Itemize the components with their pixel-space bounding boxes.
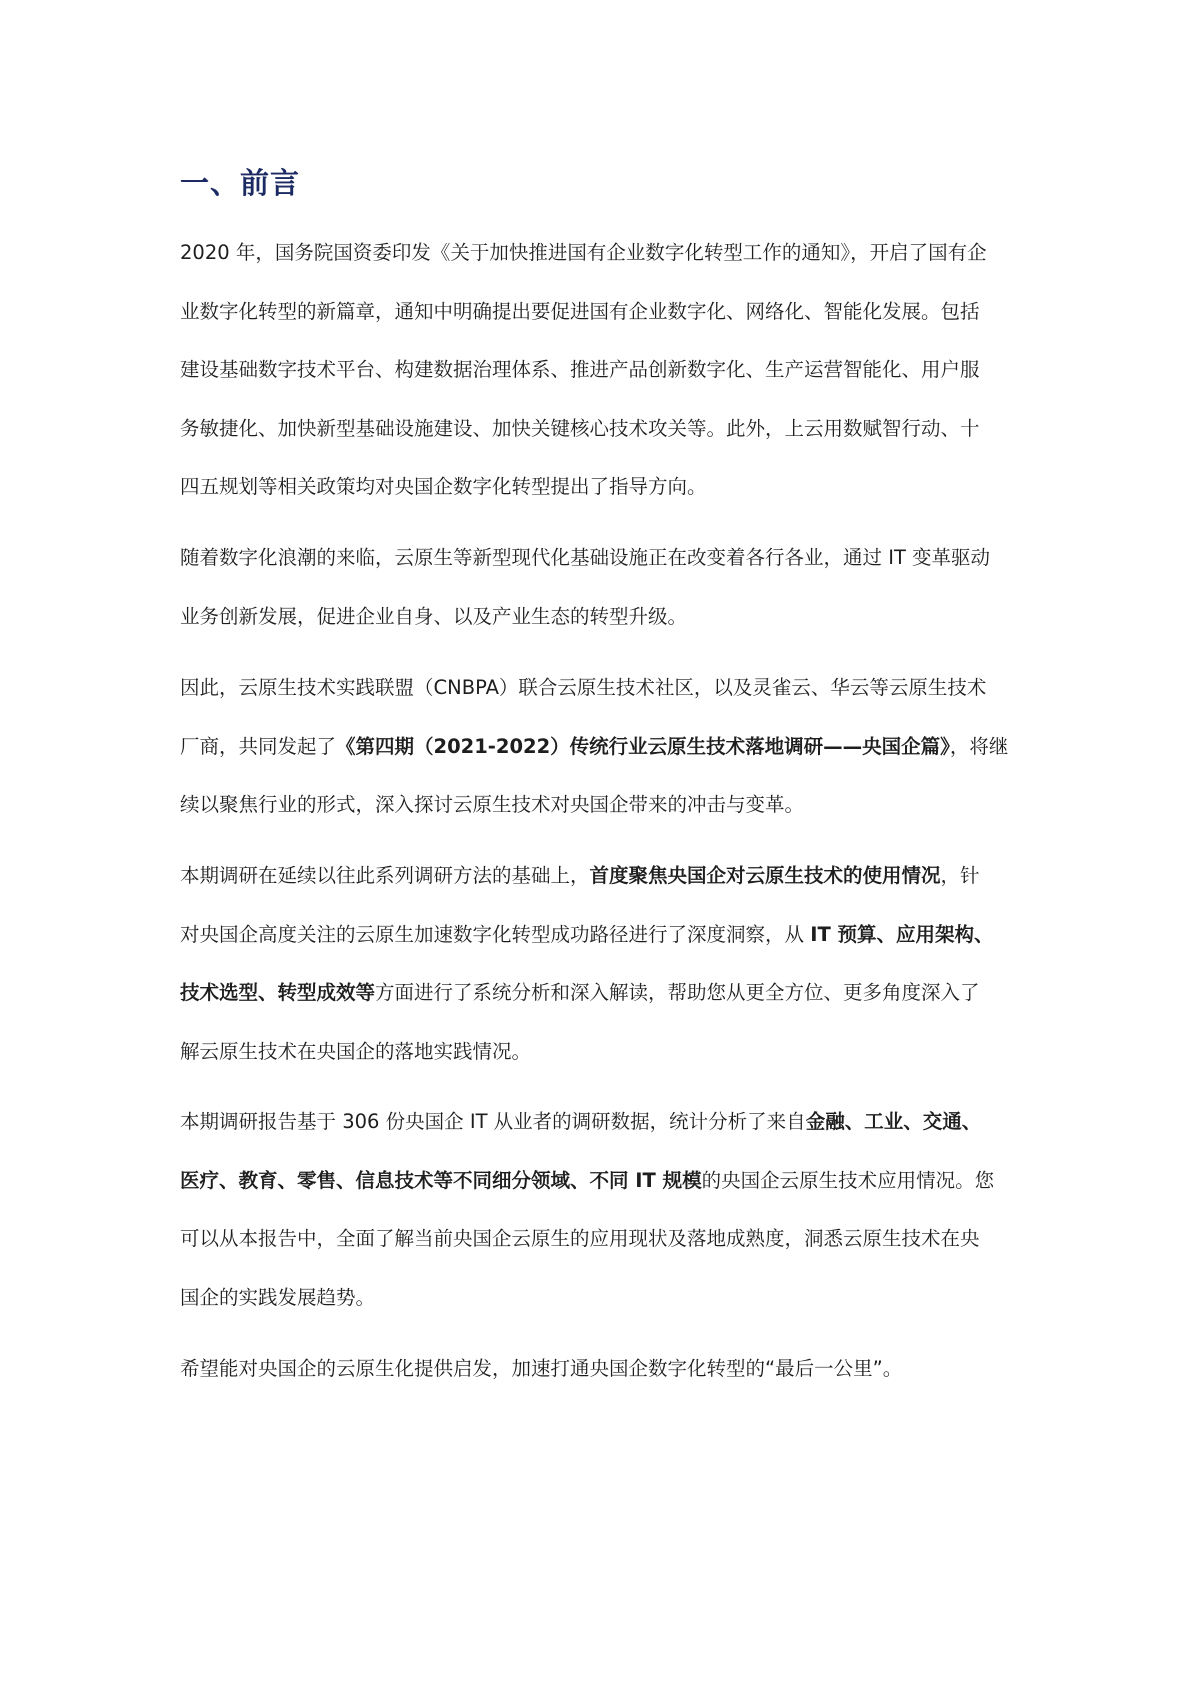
text-span: 厂商，共同发起了 [180,734,337,758]
text-span: ，将继 [949,734,1009,758]
text-span: 务敏捷化、加快新型基础设施建设、加快关键核心技术攻关等。此外，上云用数赋智行动、十 [180,416,980,440]
text-span: 解云原生技术在央国企的落地实践情况。 [180,1039,532,1063]
text-span: 续以聚焦行业的形式，深入探讨云原生技术对央国企带来的冲击与变革。 [180,793,805,816]
emphasis-text: 技术选型、转型成效等 [180,981,376,1004]
section-heading: 一、前言 [180,166,301,200]
text-span: 业数字化转型的新篇章，通知中明确提出要促进国有企业数字化、网络化、智能化发展。包括 [180,299,980,323]
emphasis-text: 《第四期（2021-2022）传统行业云原生技术落地调研——央国企篇》 [336,734,950,758]
text-line [180,415,980,443]
text-line [180,1284,375,1312]
text-line [180,1038,531,1066]
text-line [180,1167,994,1195]
text-line [180,674,986,702]
text-span: 对央国企高度关注的云原生加速数字化转型成功路径进行了深度洞察，从 [180,922,811,946]
text-line [180,862,980,890]
text-span: 希望能对央国企的云原生化提供启发，加速打通央国企数字化转型的“最后一公里”。 [180,1357,903,1380]
text-line [180,473,707,501]
text-span: 可以从本报告中，全面了解当前央国企云原生的应用现状及落地成熟度，洞悉云原生技术在央 [180,1227,980,1250]
text-span: 国企的实践发展趋势。 [180,1285,376,1309]
emphasis-text: 首度聚焦央国企对云原生技术的使用情况 [589,864,941,887]
text-line [180,1225,980,1253]
text-line [180,1108,981,1136]
emphasis-text: 医疗、教育、零售、信息技术等不同细分领域、不同 IT 规模 [180,1168,702,1192]
text-span: 四五规划等相关政策均对央国企数字化转型提出了指导方向。 [180,475,707,498]
text-span: 本期调研在延续以往此系列调研方法的基础上， [180,864,590,887]
text-line [180,239,987,267]
text-span: 的央国企云原生技术应用情况。您 [701,1168,995,1192]
emphasis-text: IT 预算、应用架构、 [810,922,994,946]
text-line [180,979,980,1007]
text-span: 因此，云原生技术实践联盟（CNBPA）联合云原生技术社区，以及灵雀云、华云等云原生技术 [180,676,987,699]
text-span: 方面进行了系统分析和深入解读，帮助您从更全方位、更多角度深入了 [375,981,980,1004]
text-line [180,603,687,631]
text-line [180,544,990,572]
text-span: ，针 [940,864,980,887]
text-span: 随着数字化浪潮的来临，云原生等新型现代化基础设施正在改变着各行各业，通过 IT 变革驱动 [180,546,991,569]
text-span: 2020 年，国务院国资委印发《关于加快推进国有企业数字化转型工作的通知》，开启了国有企 [180,241,987,264]
emphasis-text: 金融、工业、交通、 [805,1110,982,1133]
text-line [180,356,980,384]
text-span: 本期调研报告基于 306 份央国企 IT 从业者的调研数据，统计分析了来自 [180,1110,806,1133]
text-line [180,791,804,819]
text-line [180,733,1008,761]
text-span: 建设基础数字技术平台、构建数据治理体系、推进产品创新数字化、生产运营智能化、用户服 [180,358,980,381]
text-span: 业务创新发展，促进企业自身、以及产业生态的转型升级。 [180,604,688,628]
text-line [180,921,994,949]
text-line [180,1355,902,1383]
text-line [180,298,980,326]
